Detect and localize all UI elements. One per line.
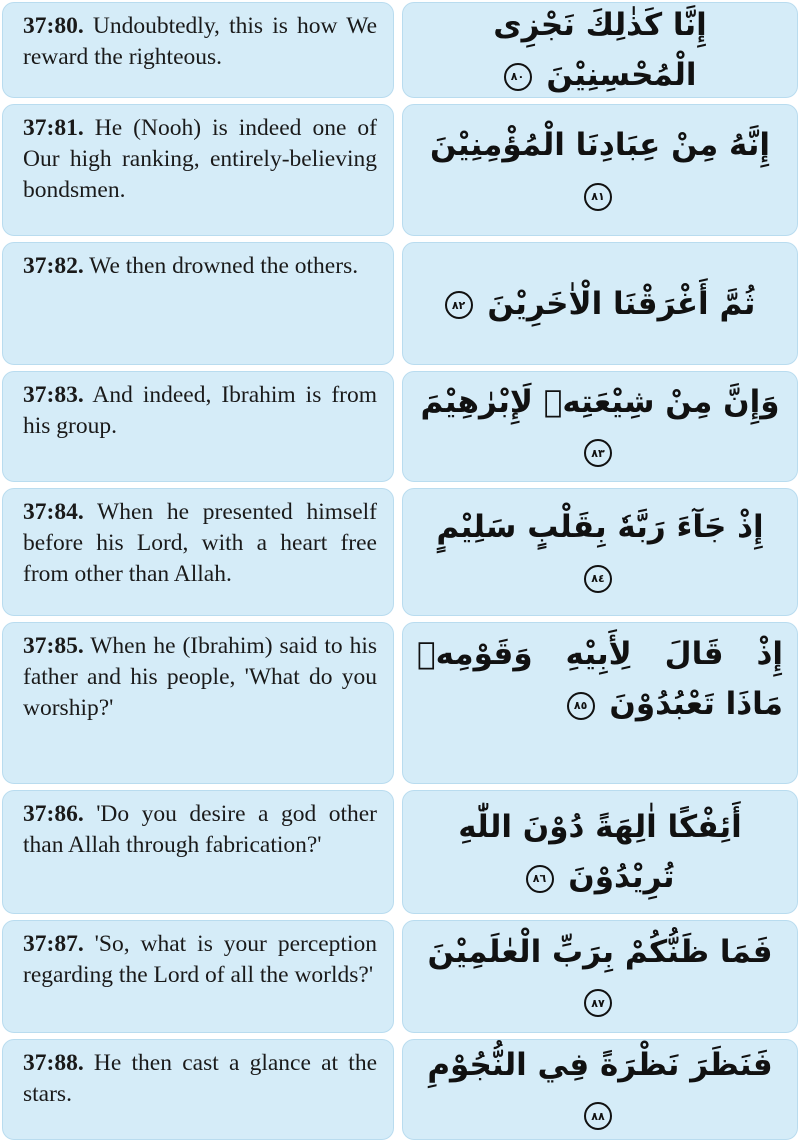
- arabic-text: أَئِفْكًا اٰلِهَةً دُوْنَ اللّٰهِ تُرِيْدُوْنَ: [458, 809, 742, 895]
- verse-row-37-87: [2, 920, 798, 1033]
- verse-end-marker: ٨٧: [584, 989, 612, 1017]
- verse-end-marker: ٨٠: [504, 63, 532, 91]
- verse-reference: 37:80.: [23, 13, 84, 39]
- arabic-text: ثُمَّ أَغْرَقْنَا الْاٰخَرِيْنَ: [487, 285, 756, 322]
- translation-cell: [2, 2, 394, 98]
- arabic-cell: [402, 488, 798, 616]
- translation-text: We then drowned the others.: [89, 253, 359, 279]
- translation-text: He (Nooh) is indeed one of Our high ranking, entirely-believing bondsmen.: [23, 115, 377, 203]
- verse-row-37-81: [2, 104, 798, 236]
- arabic-text: فَنَظَرَ نَظْرَةً فِي النُّجُوْمِ: [427, 1046, 773, 1083]
- arabic-text: فَمَا ظَنُّكُمْ بِرَبِّ الْعٰلَمِيْنَ: [427, 933, 773, 970]
- verse-row-37-88: [2, 1039, 798, 1140]
- arabic-cell: [402, 242, 798, 365]
- verse-end-marker: ٨١: [584, 183, 612, 211]
- arabic-cell: [402, 371, 798, 482]
- verse-table: [2, 2, 798, 1140]
- translation-text: When he presented himself before his Lord, with a heart free from other than Allah.: [23, 499, 378, 587]
- arabic-text: إِنَّا كَذٰلِكَ نَجْزِى الْمُحْسِنِيْنَ: [493, 7, 707, 93]
- verse-row-37-85: [2, 622, 798, 784]
- arabic-text: إِنَّهُ مِنْ عِبَادِنَا الْمُؤْمِنِيْنَ: [429, 127, 771, 163]
- verse-row-37-82: [2, 242, 798, 365]
- verse-reference: 37:86.: [23, 801, 84, 827]
- verse-reference: 37:88.: [23, 1050, 84, 1076]
- verse-end-marker: ٨٣: [584, 439, 612, 467]
- arabic-cell: [402, 622, 798, 784]
- translation-cell: [2, 371, 394, 482]
- arabic-cell: [402, 2, 798, 98]
- verse-end-marker: ٨٨: [584, 1102, 612, 1130]
- verse-reference: 37:85.: [23, 633, 84, 659]
- translation-text: 'So, what is your perception regarding the Lord of all the worlds?': [23, 931, 377, 988]
- arabic-text: وَإِنَّ مِنْ شِيْعَتِهٖ لَإِبْرٰهِيْمَ: [420, 383, 780, 420]
- arabic-cell: [402, 920, 798, 1033]
- translation-text: Undoubtedly, this is how We reward the righteous.: [23, 13, 377, 70]
- translation-cell: [2, 622, 394, 784]
- verse-row-37-84: [2, 488, 798, 616]
- translation-cell: [2, 488, 394, 616]
- translation-text: 'Do you desire a god other than Allah through fabrication?': [23, 801, 377, 858]
- translation-text: And indeed, Ibrahim is from his group.: [23, 382, 377, 439]
- translation-cell: [2, 104, 394, 236]
- verse-reference: 37:87.: [23, 931, 84, 957]
- arabic-cell: [402, 790, 798, 914]
- verse-reference: 37:82.: [23, 253, 84, 279]
- verse-end-marker: ٨٢: [445, 291, 473, 319]
- arabic-text: إِذْ قَالَ لِأَبِيْهِ وَقَوْمِهٖ مَاذَا تَعْبُدُوْنَ: [417, 636, 783, 722]
- translation-cell: [2, 242, 394, 365]
- translation-cell: [2, 790, 394, 914]
- verse-end-marker: ٨٤: [584, 565, 612, 593]
- verse-end-marker: ٨٦: [526, 865, 554, 893]
- verse-end-marker: ٨٥: [567, 692, 595, 720]
- arabic-text: إِذْ جَآءَ رَبَّهٗ بِقَلْبٍ سَلِيْمٍ: [436, 509, 764, 545]
- verse-reference: 37:84.: [23, 499, 84, 525]
- translation-cell: [2, 920, 394, 1033]
- verse-row-37-80: [2, 2, 798, 98]
- verse-reference: 37:81.: [23, 115, 84, 141]
- arabic-cell: [402, 1039, 798, 1140]
- translation-text: When he (Ibrahim) said to his father and his people, 'What do you worship?': [23, 633, 377, 721]
- verse-row-37-83: [2, 371, 798, 482]
- arabic-cell: [402, 104, 798, 236]
- verse-reference: 37:83.: [23, 382, 84, 408]
- translation-text: He then cast a glance at the stars.: [23, 1050, 377, 1107]
- verse-row-37-86: [2, 790, 798, 914]
- translation-cell: [2, 1039, 394, 1140]
